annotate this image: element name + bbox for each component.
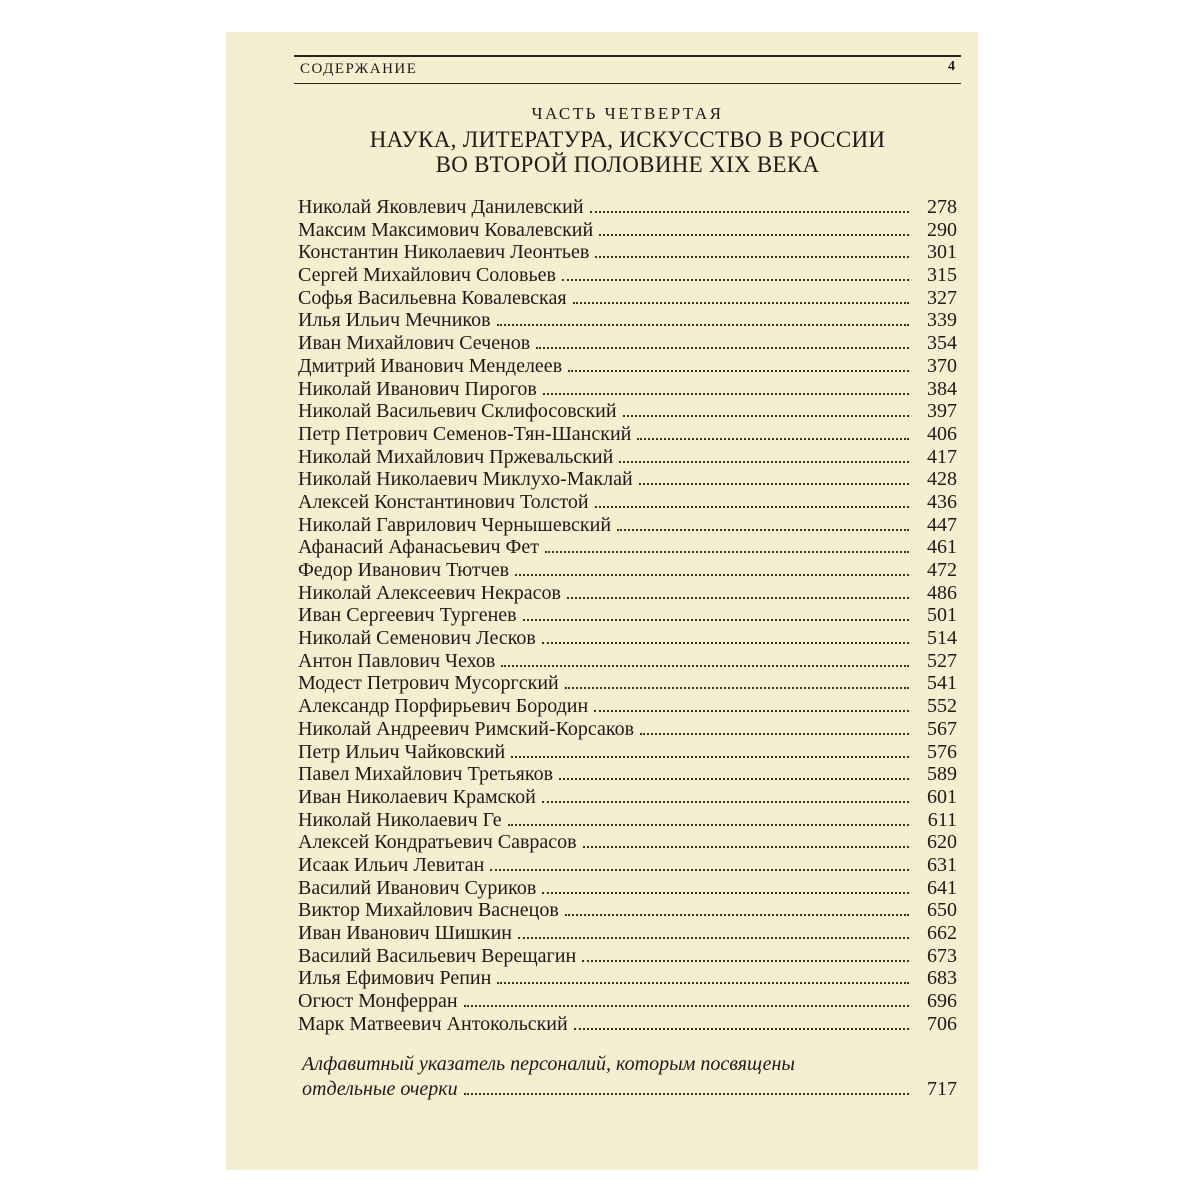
toc-entry-name: Федор Иванович Тютчев	[298, 559, 510, 581]
toc-entry-name: Николай Алексеевич Некрасов	[298, 581, 561, 604]
toc-entry[interactable]	[298, 332, 957, 355]
toc-entry-page: 417	[927, 445, 957, 468]
toc-entry-page: 278	[927, 196, 957, 218]
toc-entry[interactable]	[298, 355, 957, 378]
toc-entry[interactable]	[298, 672, 957, 695]
toc-entry[interactable]	[298, 922, 957, 945]
dot-leader	[567, 597, 909, 599]
dot-leader	[565, 914, 909, 916]
toc-entry[interactable]	[298, 378, 957, 401]
toc-entry-page: 461	[927, 536, 957, 559]
toc-entry[interactable]	[298, 1013, 957, 1036]
toc-entry[interactable]	[298, 786, 957, 809]
toc-entry-page: 641	[927, 876, 957, 899]
toc-entry-page: 631	[927, 853, 957, 876]
toc-entry[interactable]	[298, 468, 957, 491]
toc-entry[interactable]	[298, 627, 957, 650]
dot-leader	[590, 211, 909, 213]
toc-entry[interactable]	[298, 718, 957, 741]
toc-entry-page: 472	[927, 559, 957, 581]
toc-entry[interactable]	[298, 945, 957, 968]
toc-entry-page: 601	[927, 785, 957, 808]
toc-entry-name: Василий Иванович Суриков	[298, 876, 537, 899]
toc-entry-name: Антон Павлович Чехов	[298, 649, 496, 672]
part-label: ЧАСТЬ ЧЕТВЕРТАЯ	[531, 104, 724, 123]
part-title-line-2: ВО ВТОРОЙ ПОЛОВИНЕ XIX ВЕКА	[435, 152, 820, 177]
toc-entry-name: Максим Максимович Ковалевский	[298, 218, 594, 241]
dot-leader	[582, 960, 909, 962]
toc-entry-page: 706	[927, 1012, 957, 1035]
dot-leader	[619, 461, 909, 463]
toc-entry-page: 527	[927, 649, 957, 672]
dot-leader	[464, 1093, 909, 1095]
toc-entry-page: 567	[927, 717, 957, 740]
toc-entry[interactable]	[298, 763, 957, 786]
toc-entry[interactable]	[298, 491, 957, 514]
toc-entry-name: Николай Васильевич Склифосовский	[298, 400, 617, 423]
toc-entry-page: 501	[927, 604, 957, 627]
table-of-contents	[298, 196, 957, 1035]
toc-entry-page: 620	[927, 831, 957, 854]
dot-leader	[640, 733, 909, 735]
toc-entry-page: 662	[927, 922, 957, 944]
dot-leader	[508, 824, 909, 826]
toc-entry-page: 541	[927, 672, 957, 695]
dot-leader	[501, 665, 909, 667]
toc-entry-page: 315	[927, 264, 957, 287]
appendix-page-number: 717	[927, 1078, 957, 1100]
toc-entry-name: Николай Михайлович Пржевальский	[298, 445, 614, 468]
dot-leader	[464, 1005, 909, 1007]
toc-entry-name: Константин Николаевич Леонтьев	[298, 241, 590, 264]
toc-entry-name: Петр Петрович Семенов-Тян-Шанский	[298, 422, 632, 445]
toc-entry-name: Николай Гаврилович Чернышевский	[298, 513, 612, 536]
toc-entry-name: Николай Андреевич Римский-Корсаков	[298, 717, 635, 740]
toc-entry-name: Модест Петрович Мусоргский	[298, 672, 559, 695]
toc-entry-page: 327	[927, 286, 957, 309]
toc-entry-name: Виктор Михайлович Васнецов	[298, 899, 559, 922]
appendix-entry[interactable]	[302, 1052, 957, 1102]
appendix-title-line-2: отдельные очерки	[302, 1078, 458, 1100]
toc-entry-name: Афанасий Афанасьевич Фет	[298, 536, 539, 559]
toc-entry-name: Александр Порфирьевич Бородин	[298, 695, 589, 718]
toc-entry-page: 589	[927, 763, 957, 786]
dot-leader	[568, 370, 909, 372]
toc-entry[interactable]	[298, 695, 957, 718]
dot-leader	[639, 483, 909, 485]
toc-entry[interactable]	[298, 536, 957, 559]
dot-leader	[518, 937, 909, 939]
dot-leader	[497, 982, 909, 984]
toc-entry-name: Петр Ильич Чайковский	[298, 740, 506, 763]
dot-leader	[511, 756, 909, 758]
toc-entry-name: Николай Николаевич Ге	[298, 808, 502, 831]
toc-entry-name: Илья Ефимович Репин	[298, 967, 492, 990]
toc-entry-page: 486	[927, 581, 957, 604]
dot-leader	[623, 415, 909, 417]
dot-leader	[523, 619, 909, 621]
toc-entry-page: 290	[927, 218, 957, 241]
toc-entry-name: Марк Матвеевич Антокольский	[298, 1012, 568, 1035]
toc-entry-page: 384	[927, 377, 957, 400]
dot-leader	[559, 778, 909, 780]
toc-entry-page: 552	[927, 695, 957, 718]
toc-entry-page: 406	[927, 422, 957, 445]
toc-entry-page: 650	[927, 899, 957, 922]
appendix-title-line-1: Алфавитный указатель персоналий, которым посвящены	[302, 1053, 795, 1075]
toc-entry-name: Софья Васильевна Ковалевская	[298, 286, 567, 309]
toc-entry-page: 436	[927, 490, 957, 513]
toc-entry[interactable]	[298, 400, 957, 423]
dot-leader	[497, 324, 909, 326]
toc-entry-name: Николай Яковлевич Данилевский	[298, 196, 584, 218]
toc-entry-name: Николай Николаевич Миклухо-Маклай	[298, 468, 633, 491]
dot-leader	[573, 302, 909, 304]
page-number: 4	[948, 59, 955, 74]
toc-entry-page: 514	[927, 627, 957, 650]
toc-entry[interactable]	[298, 196, 957, 219]
toc-entry[interactable]	[298, 831, 957, 854]
toc-entry[interactable]	[298, 967, 957, 990]
toc-entry[interactable]	[298, 582, 957, 605]
running-header	[294, 55, 961, 84]
dot-leader	[542, 642, 909, 644]
running-header-title: СОДЕРЖАНИЕ	[300, 61, 418, 77]
toc-entry-name: Иван Николаевич Крамской	[298, 785, 536, 808]
toc-entry-page: 397	[927, 400, 957, 423]
toc-entry[interactable]	[298, 241, 957, 264]
toc-entry-name: Огюст Монферран	[298, 990, 458, 1013]
dot-leader	[565, 687, 909, 689]
dot-leader	[574, 1028, 909, 1030]
toc-entry[interactable]	[298, 287, 957, 310]
toc-entry-page: 301	[927, 241, 957, 264]
toc-entry-name: Илья Ильич Мечников	[298, 309, 491, 332]
toc-entry[interactable]	[298, 809, 957, 832]
toc-entry[interactable]	[298, 899, 957, 922]
toc-entry-name: Николай Семенович Лесков	[298, 627, 536, 650]
toc-entry[interactable]	[298, 264, 957, 287]
dot-leader	[595, 506, 909, 508]
toc-entry[interactable]	[298, 877, 957, 900]
dot-leader	[595, 256, 909, 258]
dot-leader	[536, 347, 909, 349]
toc-entry[interactable]	[298, 446, 957, 469]
toc-entry-page: 683	[927, 967, 957, 990]
toc-entry-name: Алексей Константинович Толстой	[298, 490, 589, 513]
dot-leader	[542, 801, 909, 803]
toc-entry[interactable]	[298, 559, 957, 582]
dot-leader	[545, 551, 909, 553]
toc-entry[interactable]	[298, 990, 957, 1013]
toc-entry[interactable]	[298, 854, 957, 877]
dot-leader	[543, 393, 909, 395]
toc-entry[interactable]	[298, 423, 957, 446]
toc-entry[interactable]	[298, 514, 957, 537]
toc-entry-page: 370	[927, 354, 957, 377]
toc-entry-page: 696	[927, 990, 957, 1013]
toc-entry-name: Василий Васильевич Верещагин	[298, 944, 577, 967]
dot-leader	[637, 438, 909, 440]
toc-entry-page: 339	[927, 309, 957, 332]
dot-leader	[617, 529, 909, 531]
dot-leader	[490, 869, 909, 871]
toc-entry[interactable]	[298, 309, 957, 332]
dot-leader	[562, 279, 909, 281]
toc-entry-page: 447	[927, 513, 957, 536]
toc-entry-page: 576	[927, 740, 957, 763]
toc-entry-name: Исаак Ильич Левитан	[298, 853, 485, 876]
toc-entry-name: Сергей Михайлович Соловьев	[298, 264, 556, 287]
part-title-line-1: НАУКА, ЛИТЕРАТУРА, ИСКУССТВО В РОССИИ	[369, 127, 886, 152]
dot-leader	[515, 574, 909, 576]
toc-entry[interactable]	[298, 219, 957, 242]
dot-leader	[583, 846, 909, 848]
toc-entry-name: Иван Михайлович Сеченов	[298, 332, 531, 355]
toc-entry-page: 611	[927, 808, 957, 831]
toc-entry-page: 354	[927, 332, 957, 355]
toc-entry-name: Павел Михайлович Третьяков	[298, 763, 554, 786]
toc-entry-page: 673	[927, 944, 957, 967]
book-page	[226, 32, 978, 1170]
toc-entry-name: Иван Сергеевич Тургенев	[298, 604, 517, 627]
dot-leader	[599, 234, 909, 236]
toc-entry[interactable]	[298, 741, 957, 764]
dot-leader	[594, 710, 909, 712]
toc-entry-name: Алексей Кондратьевич Саврасов	[298, 831, 577, 854]
toc-entry-name: Николай Иванович Пирогов	[298, 377, 537, 400]
appendix-row	[302, 1077, 957, 1102]
toc-entry[interactable]	[298, 604, 957, 627]
toc-entry-name: Дмитрий Иванович Менделеев	[298, 354, 563, 377]
toc-entry-name: Иван Иванович Шишкин	[298, 922, 513, 944]
toc-entry-page: 428	[927, 468, 957, 491]
toc-entry[interactable]	[298, 650, 957, 673]
dot-leader	[542, 892, 909, 894]
